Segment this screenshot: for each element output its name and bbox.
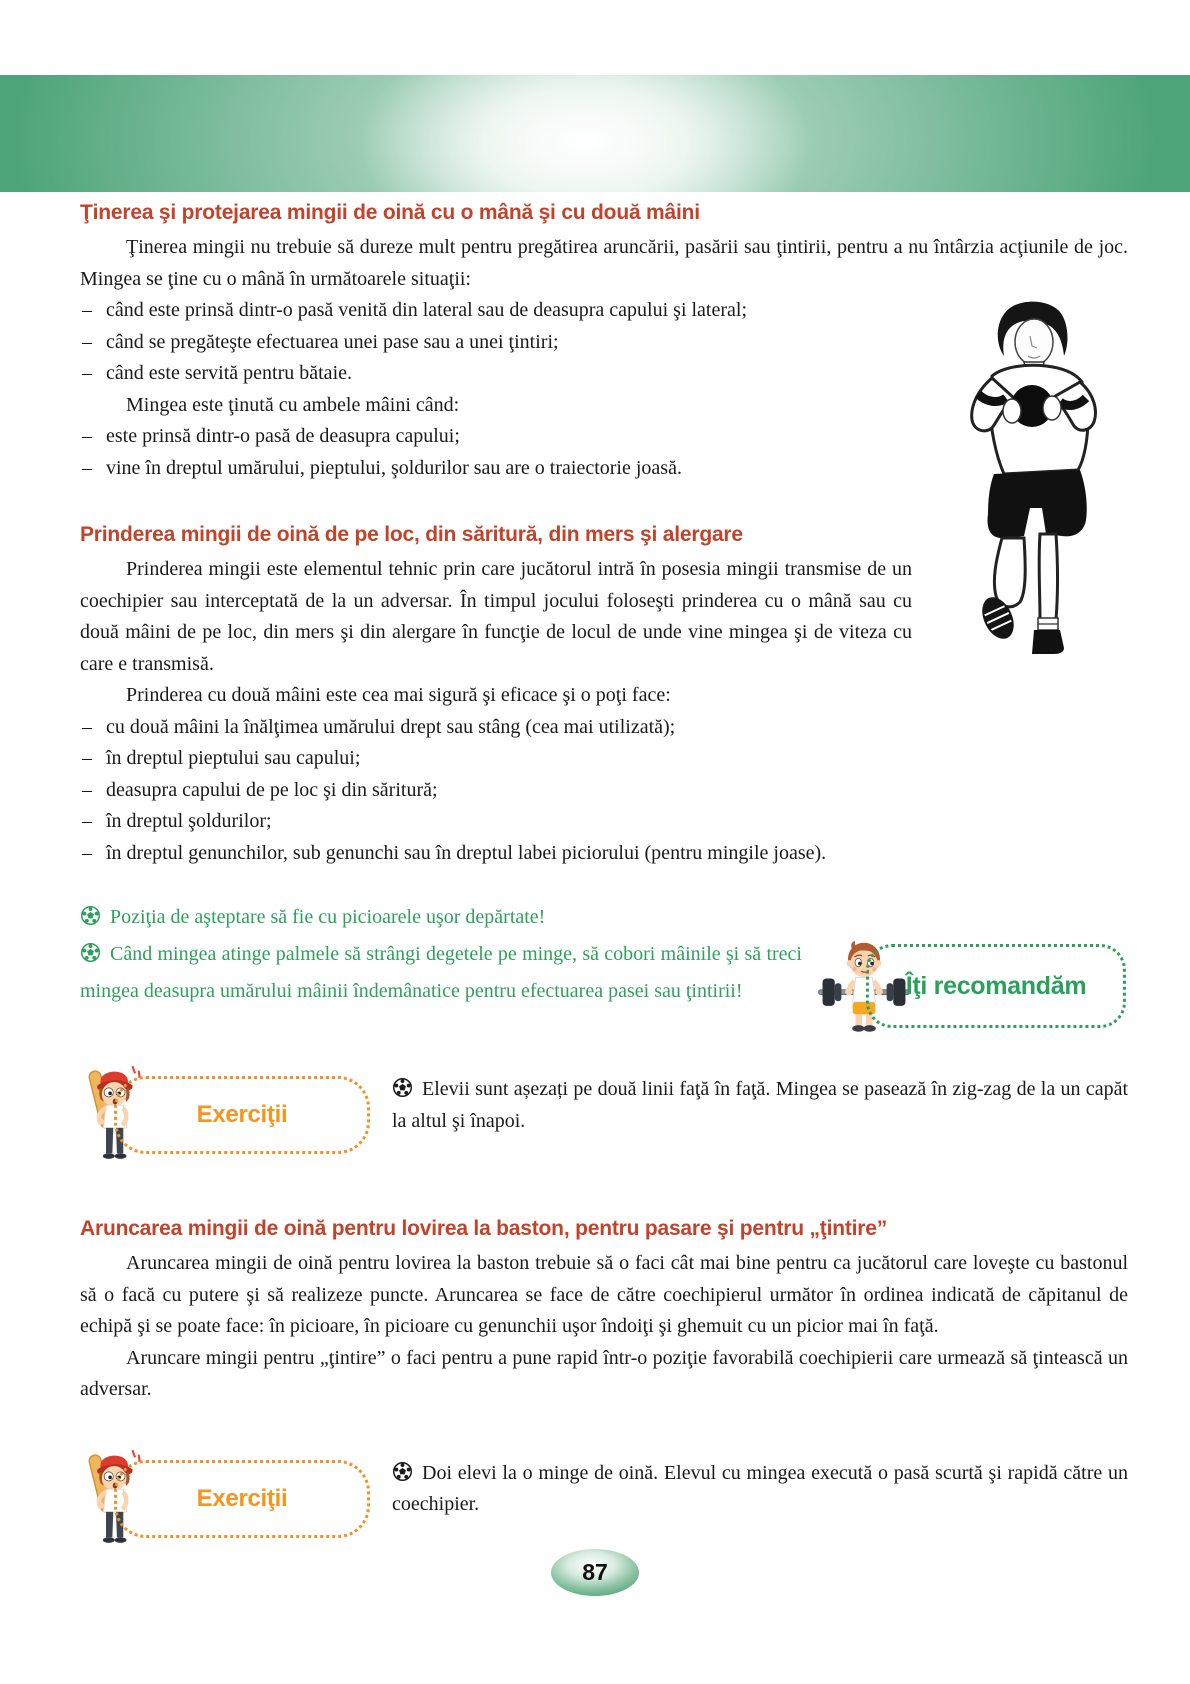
exercises-box [80,1068,370,1164]
soccer-ball-icon [392,1077,413,1098]
section1-heading: Ţinerea şi protejarea mingii de oină cu o mână şi cu două mâini [80,201,700,224]
exercises-row-2 [80,1452,1128,1548]
soccer-ball-icon [80,942,101,963]
list-item: – vine în dreptul umărului, pieptului, şoldurilor sau are o traiectorie joasă. [80,453,1128,485]
section1-paragraph-2: Mingea este ţinută cu ambele mâini când: [126,393,460,416]
recommend-tip-2 [80,936,1128,1010]
list-item: – când este prinsă dintr-o pasă venită din lateral sau de deasupra capului şi lateral; [80,295,1128,327]
section2-paragraph-1: Prinderea mingii este elementul tehnic prin care jucătorul intră în posesia mingii transmise de un coechipier sau interceptată de la un adversar. În timpul jocului foloseşti prinderea cu o mână sau cu două mâini de pe loc, din mers şi din alergare în funcţie de locul de unde vine mingea şi de viteza cu care e transmisă. [80,558,912,675]
exercises-box [80,1452,370,1548]
section3-paragraph-1: Aruncarea mingii de oină pentru lovirea la baston trebuie să o faci cât mai bine pentru ca jucătorul care loveşte cu bastonul să o facă cu putere şi să realizeze puncte. Aruncarea se face de către coechipierul următor în ordinea indicată de căpitanul de echipă şi se poate face: în picioare, în picioare cu genunchii uşor îndoiţi şi ghemuit cu un picior mai în faţă. [80,1252,1128,1337]
list-item: – în dreptul genunchilor, sub genunchi sau în dreptul labei piciorului (pentru mingile joase). [80,838,1128,870]
recommend-box [816,940,1128,1034]
recommend-dotted-border [866,944,1126,1028]
page-content [0,200,1190,1548]
exercises-dotted-border [114,1076,370,1154]
list-item: – este prinsă dintr-o pasă de deasupra capului; [80,421,1128,453]
page-number: 87 [551,1549,639,1596]
exercise-text-content: Doi elevi la o minge de oină. Elevul cu mingea execută o pasă scurtă şi rapidă către un coechipier. [392,1461,1128,1515]
header-band [0,75,1190,192]
section1-bullet-list-2 [80,421,1128,484]
exercises-label: Exerciţii [196,1484,288,1512]
soccer-ball-icon [80,905,101,926]
section2-bullet-list [80,712,1128,870]
exercise-text [392,1452,1128,1521]
list-item: – deasupra capului de pe loc şi din săritură; [80,775,1128,807]
list-item: – în dreptul pieptului sau capului; [80,743,1128,775]
section1-paragraph-1: Ţinerea mingii nu trebuie să dureze mult pentru pregătirea aruncării, pasării sau ţintirii, pentru a nu întârzia acţiunile de joc. Mingea se ţine cu o mână în următoarele situaţii: [80,236,1128,290]
list-item: – când se pregăteşte efectuarea unei pase sau a unei ţintiri; [80,327,1128,359]
section1-bullet-list-1 [80,295,1128,390]
exercises-label: Exerciţii [196,1101,288,1128]
list-item: – când este servită pentru bătaie. [80,358,1128,390]
tip-text: Când mingea atinge palmele să strângi degetele pe minge, să cobori mâinile şi să treci mingea deasupra umărului mâinii îndemânatice pentru efectuarea pasei sau ţintirii! [80,943,802,1002]
exercise-text [392,1068,1128,1137]
section3-heading: Aruncarea mingii de oină pentru lovirea la baston, pentru pasare şi pentru „ţintire” [80,1217,888,1240]
list-item: – în dreptul şoldurilor; [80,806,1128,838]
section3-paragraph-2: Aruncare mingii pentru „ţintire” o faci pentru a pune rapid într-o poziţie favorabilă coechipierii care urmează să ţintească un adversar. [80,1346,1128,1400]
exercises-dotted-border [114,1460,370,1538]
list-item: – cu două mâini la înălţimea umărului drept sau stâng (cea mai utilizată); [80,712,1128,744]
recommend-label: Îţi recomandăm [905,971,1087,1000]
tip-text: Poziţia de aşteptare să fie cu picioarele uşor depărtate! [110,906,546,928]
exercise-text-content: Elevii sunt așezați pe două linii faţă în faţă. Mingea se pasează în zig-zag de la un capăt la altul şi înapoi. [392,1078,1128,1132]
recommend-section [80,899,1128,1010]
exercises-row-1 [80,1068,1128,1164]
section2-paragraph-2: Prinderea cu două mâini este cea mai sigură şi eficace şi o poţi face: [126,684,671,706]
soccer-ball-icon [392,1461,413,1482]
recommend-tip-1 [80,899,1128,936]
section2-heading: Prinderea mingii de oină de pe loc, din săritură, din mers şi alergare [80,523,743,546]
